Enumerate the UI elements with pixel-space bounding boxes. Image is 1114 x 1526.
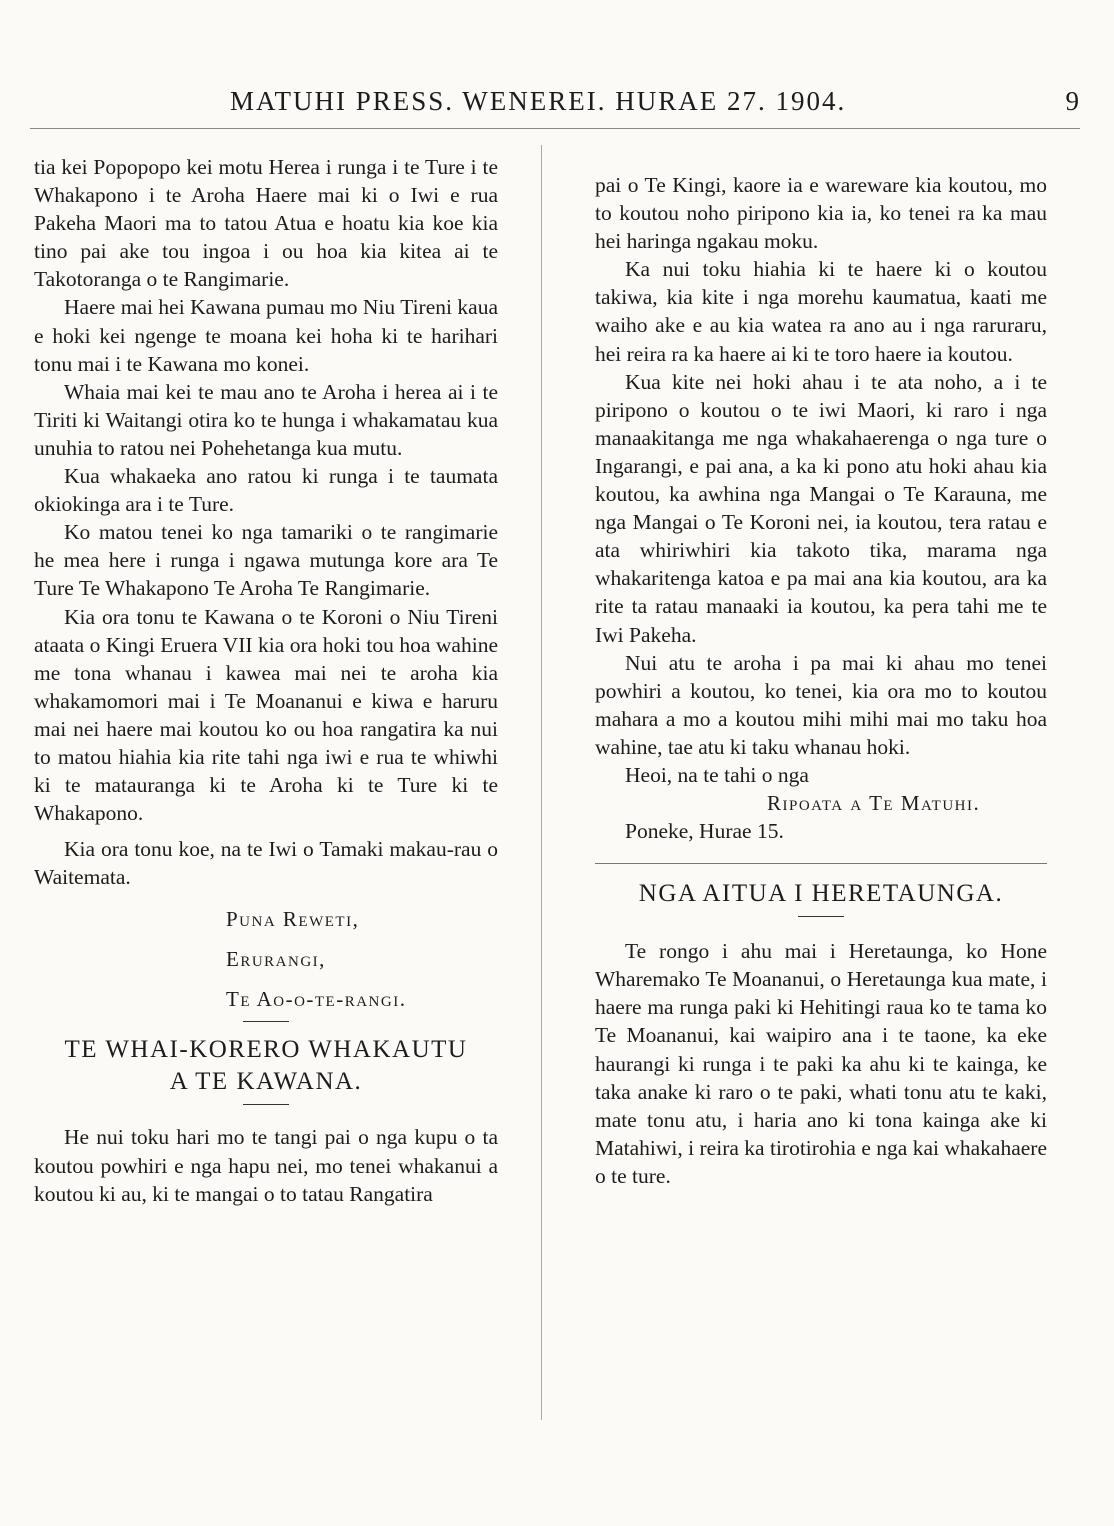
signature-block <box>226 905 498 1013</box>
page-number: 9 <box>1065 86 1079 116</box>
paragraph: Kua kite nei hoki ahau i te ata noho, a i te piripono o koutou o te iwi Maori, ki raro i nga manaakitanga me nga whakahaerenga o nga ture o Ingarangi, e pai ana, a ka ki pono atu hoki ahau kia koutou, ka awhina nga Mangai o Te Karauna, me nga Mangai o Te Koroni nei, ia koutou, tera ratau e ata whiriwhiri kia takoto tika, marama nga whakaritenga katoa e pa mai ana kia koutou, ara ka rite ta ratau manaaki ia koutou, ka pera tahi me te Iwi Pakeha. <box>595 369 1047 647</box>
dateline: Poneke, Hurae 15. <box>625 819 784 844</box>
short-rule <box>243 1021 289 1022</box>
paragraph: Whaia mai kei te mau ano te Aroha i herea ai i te Tiriti ki Waitangi otira ko te hunga i whakamatau kua unuhia to ratou nei Pohehetanga kua mutu. <box>34 379 498 460</box>
section-title: NGA AITUA I HERETAUNGA. <box>638 880 1004 908</box>
paragraph: pai o Te Kingi, kaore ia e wareware kia koutou, mo to koutou noho piripono kia ia, ko tenei ra ka mau hei haringa ngakau moku. <box>595 173 1047 254</box>
section-title: TE WHAI-KORERO WHAKAUTU <box>64 1036 468 1064</box>
signature: Puna Reweti, <box>226 907 360 932</box>
reporter-signature: Ripoata a Te Matuhi. <box>767 791 981 816</box>
paragraph: Kua whakaeka ano ratou ki runga i te taumata okiokinga ara i te Ture. <box>34 464 498 517</box>
section-title: A TE KAWANA. <box>169 1068 363 1096</box>
section-rule <box>595 863 1047 864</box>
paragraph: Te rongo i ahu mai i Heretaunga, ko Hone Wharemako Te Moananui, o Heretaunga kua mate, i haere ma runga paki ki Hehitingi raua ko te tama ko Te Moananui, kai waipiro ana i te taone, ka eke haurangi ki runga i te paki ka ahu ki te kainga, ke taka anake ki raro o te paki, whati tonu atu te kaki, mate tonu atu, i haria ano ki tona kainga ake ki Matahiwi, i reira ka tirotirohia e nga kai whakahaere o te ture. <box>595 939 1047 1188</box>
page-header <box>30 86 1085 126</box>
paragraph: Haere mai hei Kawana pumau mo Niu Tireni kaua e hoki kei ngenge te moana kei hoha ki te harihari tonu mai i te Kawana mo konei. <box>34 295 498 376</box>
right-column <box>595 153 1047 1190</box>
running-title: MATUHI PRESS. WENEREI. HURAE 27. 1904. <box>230 86 847 116</box>
signature: Erurangi, <box>226 947 326 972</box>
paragraph: He nui toku hari mo te tangi pai o nga kupu o ta koutou powhiri e nga hapu nei, mo tenei whakanui a koutou ki au, ki te mangai o to tatau Rangatira <box>34 1125 498 1206</box>
signature: Te Ao-o-te-rangi. <box>226 987 407 1012</box>
section-heading <box>34 1034 498 1098</box>
paragraph: Ko matou tenei ko nga tamariki o te rangimarie he mea here i runga i ngawa mutunga kore ara Te Ture Te Whakapono Te Aroha Te Rangimarie. <box>34 520 498 601</box>
paragraph: tia kei Popopopo kei motu Herea i runga i te Ture i te Whakapono i te Aroha Haere mai ki o Iwi e rua Pakeha Maori ma to tatou Atua e hoatu kia koe kia tino pai ake tou ingoa i ou hoa kia kitea ai te Takotoranga o te Rangimarie. <box>34 155 498 292</box>
paragraph: Kia ora tonu koe, na te Iwi o Tamaki makau-rau o Waitemata. <box>34 837 498 890</box>
header-rule <box>30 128 1080 129</box>
paragraph: Ka nui toku hiahia ki te haere ki o koutou takiwa, kia kite i nga morehu kaumatua, kaati me waiho ake e au kia watea ra ano au i nga raruraru, hei reira ra ka haere ai ki te toro haere ia koutou. <box>595 257 1047 366</box>
column-divider <box>541 145 542 1420</box>
closing-line: Heoi, na te tahi o nga <box>625 762 809 787</box>
paragraph: Kia ora tonu te Kawana o te Koroni o Niu Tireni ataata o Kingi Eruera VII kia ora hoki tou hoa wahine me tona whanau i kawea mai nei te aroha kia whakamomori mai i Te Moananui e kiwa e haruru mai nei haere mai koutou ko ou hoa rangatira ka nui to matou hiahia kia rite tahi nga iwi e rua te whiwhi ki te matauranga ki te Aroha ki te Ture ki te Whakapono. <box>34 604 498 826</box>
paragraph: Nui atu te aroha i pa mai ki ahau mo tenei powhiri a koutou, ko tenei, kia ora mo to koutou mahara a mo a koutou mihi mihi mai mo taku hoa wahine, tae atu ki taku whanau hoki. <box>595 650 1047 759</box>
left-column <box>34 153 498 1208</box>
spacer <box>34 827 498 835</box>
